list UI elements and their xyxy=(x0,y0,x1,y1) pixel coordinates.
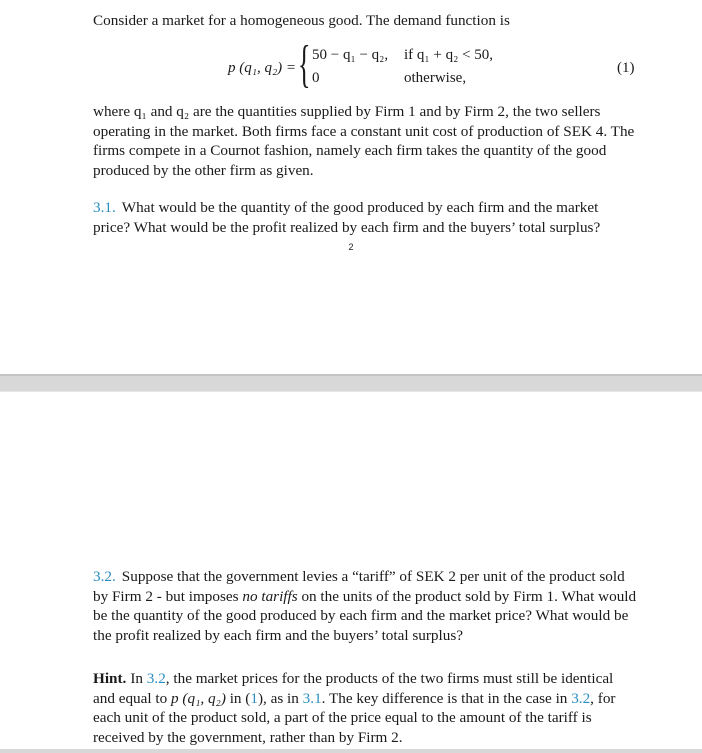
question-3-1 xyxy=(93,198,638,237)
question-3-2-emphasis: no tariffs xyxy=(242,587,298,605)
page-number: 2 xyxy=(348,242,354,252)
equation-lhs: p (q₁, q₂) = xyxy=(228,60,297,76)
ref-link-3-2[interactable]: 3.2 xyxy=(571,689,591,707)
brace: { xyxy=(298,36,311,93)
ref-link-3-2[interactable]: 3.2 xyxy=(146,670,166,687)
equation-case-1: 50 − q₁ − q₂, xyxy=(312,47,389,63)
ref-link-eq-1[interactable]: 1 xyxy=(250,689,258,707)
question-3-1-text: What would be the quantity of the good produced by each firm and the market price? What would be the profit realized by each firm and the buyers’ total surplus? xyxy=(93,199,601,236)
hint-text: In xyxy=(130,670,147,687)
hint-text: , for each unit of the product sold, a part of the price equal to the amount of the tariff is received by the government, rather than by Firm 2. xyxy=(93,689,616,746)
page-1 xyxy=(0,0,702,374)
hint-math: p (q₁, q₂) xyxy=(171,689,226,707)
page-separator xyxy=(0,374,702,392)
hint-text: ), as in xyxy=(257,689,303,707)
equation-number: (1) xyxy=(617,60,635,76)
page-bottom-edge xyxy=(0,749,702,753)
ref-link-3-1[interactable]: 3.1 xyxy=(302,689,322,707)
hint-text: . The key difference is that in the case in xyxy=(321,689,572,707)
where-paragraph: where q₁ and q₂ are the quantities supplied by Firm 1 and by Firm 2, the two sellers operating in the market. Both firms face a constant unit cost of production of SEK 4. The firms compete in a Cournot fashion, namely each firm takes the quantity of the good produced by the other firm as given. xyxy=(93,103,635,179)
question-3-2 xyxy=(93,567,638,645)
demand-equation xyxy=(0,36,702,95)
hint-label: Hint. xyxy=(93,670,127,687)
equation-condition-2: otherwise, xyxy=(404,70,467,86)
question-3-2-number: 3.2. xyxy=(93,568,116,585)
equation-case-2: 0 xyxy=(312,70,320,86)
intro-text: Consider a market for a homogeneous good. The demand function is xyxy=(93,12,510,29)
question-3-2-text-a: Suppose that the government levies a “tariff” of SEK 2 per unit of the product sold by Firm 2 - but imposes xyxy=(93,568,625,605)
question-3-2-text-b: on the units of the product sold by Firm 1. What would be the quantity of the good produced by each firm and the market price? What would be the profit realized by each firm and the buyers’ total surplus? xyxy=(93,587,637,644)
equation-condition-1: if q₁ + q₂ < 50, xyxy=(404,47,494,63)
question-3-1-number: 3.1. xyxy=(93,199,116,216)
hint-text: , the market prices for the products of the two firms must still be identical and equal to xyxy=(93,670,614,707)
hint-text: in ( xyxy=(225,689,251,707)
hint-paragraph xyxy=(93,669,638,747)
